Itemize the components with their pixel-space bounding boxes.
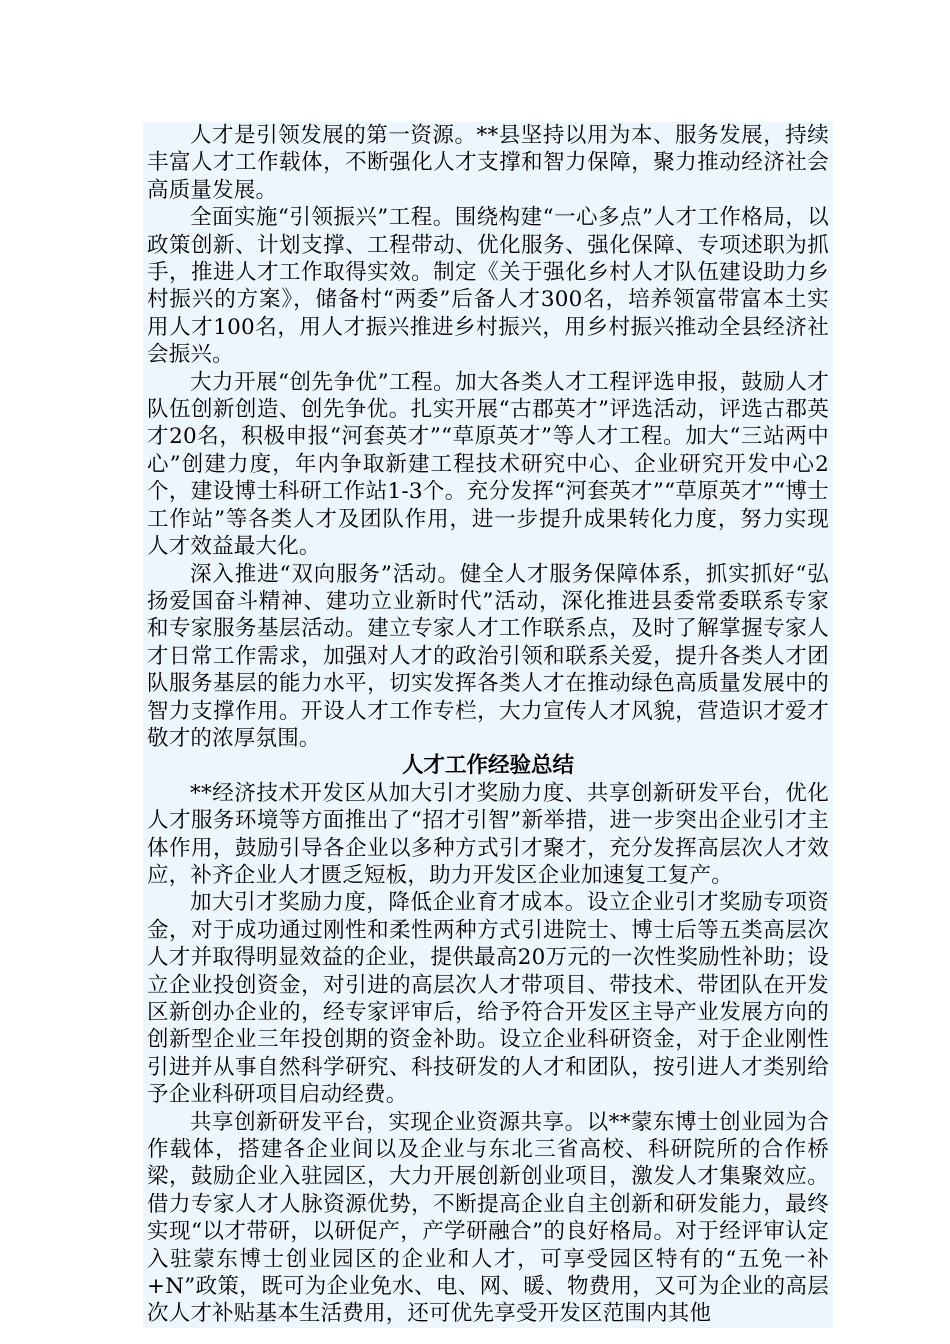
paragraph-excellence-project: 大力开展“创先争优”工程。加大各类人才工程评选申报，鼓励人才队伍创新创造、创先争优。扎实开展“古郡英才”评选活动，评选古郡英才20名，积极申报“河套英才”“草原英才”等人才工程。加大“三站两中心”创建力度，年内争取新建工程技术研究中心、企业研究开发中心2个，建设博士科研工作站1-3个。充分发挥“河套英才”“草原英才”“博士工作站”等各类人才及团队作用，进一步提升成果转化力度，努力实现人才效益最大化。 [143, 369, 833, 561]
paragraph-intro: 人才是引领发展的第一资源。**县坚持以用为本、服务发展，持续丰富人才工作载体，不断强化人才支撑和智力保障，聚力推动经济社会高质量发展。 [143, 122, 833, 204]
paragraph-two-way-service: 深入推进“双向服务”活动。健全人才服务保障体系，抓实抓好“弘扬爱国奋斗精神、建功立业新时代”活动，深化推进县委常委联系专家和专家服务基层活动。建立专家人才工作联系点，及时了解掌握专家人才日常工作需求，加强对人才的政治引领和联系关爱，提升各类人才团队服务基层的能力水平，切实发挥各类人才在推动绿色高质量发展中的智力支撑作用。开设人才工作专栏，大力宣传人才风貌，营造识才爱才敬才的浓厚氛围。 [143, 561, 833, 753]
document-body [143, 122, 833, 1328]
paragraph-dev-zone-intro: **经济技术开发区从加大引才奖励力度、共享创新研发平台，优化人才服务环境等方面推出了“招才引智”新举措，进一步突出企业引才主体作用，鼓励引导各企业以多种方式引才聚才，充分发挥高层次人才效应，补齐企业人才匮乏短板，助力开发区企业加速复工复产。 [143, 780, 833, 890]
paragraph-reward-incentive: 加大引才奖励力度，降低企业育才成本。设立企业引才奖励专项资金，对于成功通过刚性和柔性两种方式引进院士、博士后等五类高层次人才并取得明显效益的企业，提供最高20万元的一次性奖励性补助；设立企业投创资金，对引进的高层次人才带项目、带技术、带团队在开发区新创办企业的，经专家评审后，给予符合开发区主导产业发展方向的创新型企业三年投创期的资金补助。设立企业科研资金，对于企业刚性引进并从事自然科学研究、科技研发的人才和团队，按引进人才类别给予企业科研项目启动经费。 [143, 889, 833, 1108]
section-title: 人才工作经验总结 [143, 752, 833, 779]
paragraph-lead-revitalization: 全面实施“引领振兴”工程。围绕构建“一心多点”人才工作格局，以政策创新、计划支撑、工程带动、优化服务、强化保障、专项述职为抓手，推进人才工作取得实效。制定《关于强化乡村人才队伍建设助力乡村振兴的方案》，储备村“两委”后备人才300名，培养领富带富本土实用人才100名，用人才振兴推进乡村振兴，用乡村振兴推动全县经济社会振兴。 [143, 204, 833, 368]
paragraph-shared-platform: 共享创新研发平台，实现企业资源共享。以**蒙东博士创业园为合作载体，搭建各企业间以及企业与东北三省高校、科研院所的合作桥梁，鼓励企业入驻园区，大力开展创新创业项目，激发人才集聚效应。借力专家人才人脉资源优势，不断提高企业自主创新和研发能力，最终实现“以才带研，以研促产，产学研融合”的良好格局。对于经评审认定入驻蒙东博士创业园区的企业和人才，可享受园区特有的“五免一补+N”政策，既可为企业免水、电、网、暖、物费用，又可为企业的高层次人才补贴基本生活费用，还可优先享受开发区范围内其他 [143, 1109, 833, 1328]
